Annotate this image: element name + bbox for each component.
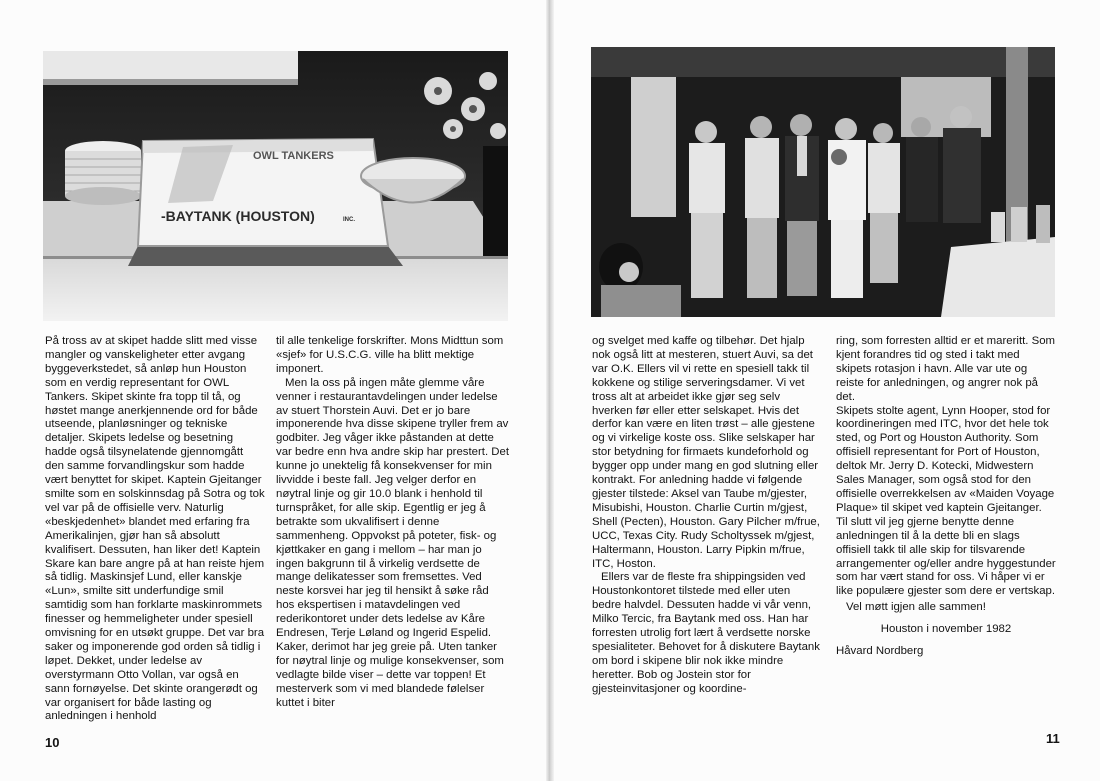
paragraph: Skipets stolte agent, Lynn Hooper, stod for koordineringen med ITC, hvor det hele tok sted, og Port og Houston Authority. Som offisiell representant for Port of Houston, deltok Mr. Jerry D. Kotecki, Midwestern Sales Manager, som også stod for den offisielle overrekkelsen av «Maiden Voyage Plaque» til skipet ved kaptein Gjeitanger.: [836, 404, 1055, 514]
cake-inscription: -BAYTANK (HOUSTON): [161, 208, 315, 224]
paragraph: Ellers var de fleste fra shippingsiden ved Houstonkontoret tilstede med eller uten bedre halvdel. Dessuten hadde vi vår venn, Milko Tercic, fra Baytank med oss. Han har forresten utrolig fort lært å verdsette norske spesialiteter. Behovet for å diskutere Baytank om bord i skipene blir nok ikke mindre heretter. Bob og Jostein stor for gjesteinvitasjoner og koordine-: [592, 571, 820, 695]
paragraph: og svelget med kaffe og tilbehør. Det hjalp nok også litt at mesteren, stuert Auvi, sa det var O.K. Ellers vil vi rette en spesiell takk til kokkene og stilige serveringsdamer. Vi vet tross alt at arbeidet ikke gjør seg selv hverken før eller etter selskapet. Hvis det derfor kan være en liten trøst – alle gjestene og vi virkelige koste oss. Slike selskaper har stor betydning for firmaets kundeforhold og bygger opp under mang en god slutning eller kontrakt. For anledning hadde vi følgende gjester tilstede: Aksel van Taube m/gjester, Misubishi, Houston. Charlie Curtin m/gjest, Shell (Pecten), Houston. Gary Pilcher m/frue, UCC, Texas City. Rudy Scholtyssek m/gjest, Haltermann, Houston. Larry Pipkin m/frue, ITC, Hoston.: [592, 335, 820, 570]
ceremony-photo-image: [591, 47, 1055, 317]
text-column-2: [276, 335, 510, 710]
text-column-1: [45, 335, 265, 724]
paragraph: til alle tenkelige forskrifter. Mons Midttun som «sjef» for U.S.C.G. ville ha blitt mektige imponert.: [276, 335, 504, 375]
page-number-right: 11: [1046, 731, 1060, 746]
closing-greeting: Vel møtt igjen alle sammen!: [846, 601, 986, 614]
paragraph: ring, som forresten alltid er et mareritt. Som kjent forandres tid og sted i takt med skipets rotasjon i havn. Alle var ute og reiste for anledningen, og angrer nok på det.: [836, 335, 1056, 403]
paragraph: Men la oss på ingen måte glemme våre venner i restaurantavdelingen under ledelse av stuert Thorstein Auvi. Det er jo bare imponerende hva disse skipene tryller frem av godbiter. Jeg våger ikke påstanden at dette var bedre enn hva andre skip har prestert. Det kunne jo unektelig få konsekvenser for min livvidde i beste fall. Jeg velger derfor en nøytral linje og gir 10.0 blank i henhold til turnspråket, for alle skip. Egentlig er jeg å betrakte som ukvalifisert i denne sammenheng. Oppvokst på poteter, fisk- og kjøttkaker en gang i mellom – har man jo ingen bakgrunn til å virkelig verdsette de mange delikatesser som fremsettes. Ved neste korsvei har jeg til hensikt å søke råd hos ekspertisen i matavdelingen ved rederikontoret under dets ledelse av Kåre Endresen, Terje Løland og Ingerid Espelid. Kaker, derimot har jeg greie på. Uten tanker for nøytral linje og mulige konsekvenser, som vedlagte bilde viser – dette var toppen! Et mesterverk som vi med blandede følelser kuttet i biter: [276, 376, 510, 709]
cake-photo: [43, 51, 508, 321]
page-gutter: [546, 0, 554, 781]
paragraph: Til slutt vil jeg gjerne benytte denne anledningen til å la dette bli en slags offisiell takk til alle skip for tilsvarende arrangementer og/eller andre hyggestunder som har vært stand for oss. Vi håper vi er like populære gjester som dere er vertskap.: [836, 515, 1056, 598]
ceremony-photo: [591, 47, 1055, 317]
text-column-3: [592, 335, 822, 697]
paragraph: På tross av at skipet hadde slitt med visse mangler og vanskeligheter etter avgang byggeverkstedet, så anløp hun Houston som en verdig representant for OWL Tankers. Skipet skinte fra topp til tå, og høstet mange anerkjennende ord for både utseende, planløsninger og tekniske detaljer. Skipets ledelse og besetning hadde også tilsynelatende gjennomgått den samme forvandlingskur som hadde vært benyttet for skipet. Kaptein Gjeitanger smilte som en solskinnsdag på Sotra og tok vel var på de offisielle verv. Naturlig «beskjedenhet» blandet med erfaring fra Amerikalinjen, gjør han så absolutt kvalifisert. Dessuten, han liker det! Kaptein Skare kan bare angre på at han reiste hjem så tidlig. Maskinsjef Lund, eller kanskje «Lun», smilte sitt underfundige smil samtidig som han forklarte maskinrommets finesser og hemmeligheter under spesiell omvisning for en utsøkt gruppe. Det var bra saker og imponerende god orden så tidlig i løpet. Dekket, under ledelse av overstyrmann Otto Vollan, var også en sann fornøyelse. Det skinte orangerødt og var organisert for både lasting og anledningen i henhold: [45, 335, 265, 723]
cake-photo-image: [43, 51, 508, 321]
text-column-4: [836, 335, 1056, 659]
cake-inscription-small: INC.: [343, 217, 355, 223]
page-number-left: 10: [45, 735, 60, 750]
author-signature: Håvard Nordberg: [836, 645, 924, 658]
cake-top-text: OWL TANKERS: [253, 150, 334, 162]
place-date: Houston i november 1982: [880, 623, 1012, 636]
